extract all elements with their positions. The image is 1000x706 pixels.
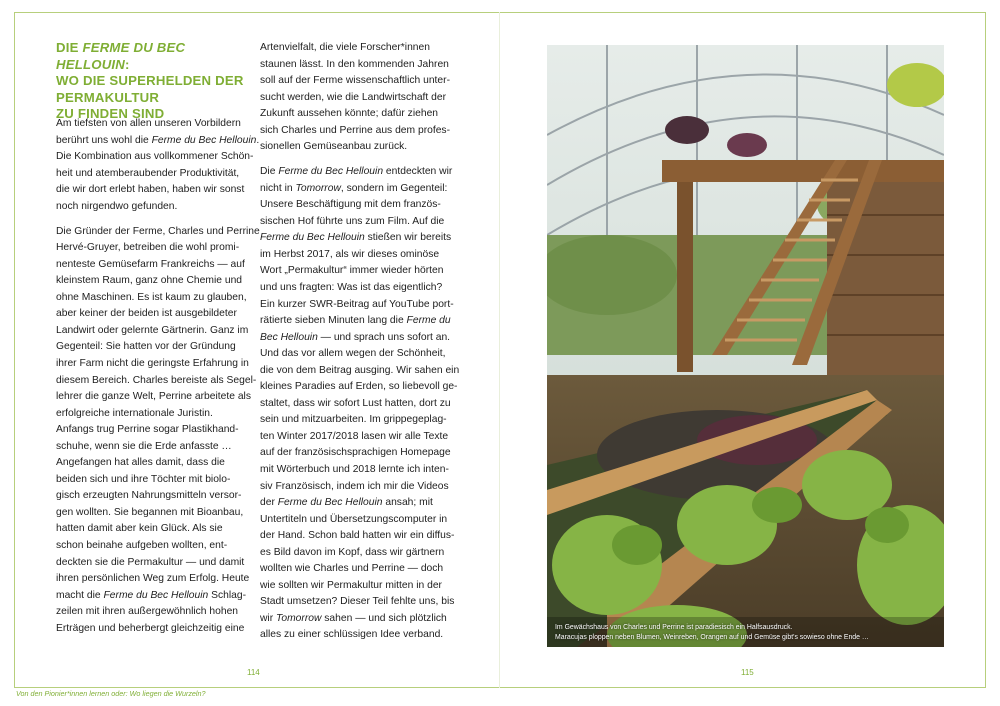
text-line: heit und atemberaubender Produktivität, bbox=[56, 167, 240, 179]
text-line: sischen Hof führte uns zum Film. Auf die bbox=[260, 215, 445, 227]
text-line: der Ferme du Bec Hellouin ansah; mit bbox=[260, 497, 433, 509]
text-line: macht die Ferme du Bec Hellouin Schlag- bbox=[56, 589, 247, 601]
text-line: ten Winter 2017/2018 lasen wir alle Texte bbox=[260, 430, 449, 442]
heading-line-2 bbox=[56, 73, 246, 90]
page-number-left: 114 bbox=[247, 668, 260, 677]
text-line: mit Wörterbuch und 2018 lernte ich inten- bbox=[260, 463, 449, 475]
text-line: ihrer Farm nicht die geringste Erfahrung in bbox=[56, 357, 249, 369]
text-line: nicht in Tomorrow, sondern im Gegenteil: bbox=[260, 182, 448, 194]
text-line: und uns fragten: Was ist das eigentlich? bbox=[260, 281, 443, 293]
text-line: auf der französischsprachigen Homepage bbox=[260, 447, 451, 459]
text-line: gen wollten. Sie begannen mit Bioanbau, bbox=[56, 506, 244, 518]
text-line: im Herbst 2017, als wir dieses ominöse bbox=[260, 248, 440, 260]
frame-top bbox=[14, 12, 986, 13]
heading-line-4: ZU FINDEN SIND bbox=[56, 106, 165, 121]
paragraph bbox=[56, 224, 260, 638]
heading-farm-name: FERME DU BEC HELLOUIN bbox=[56, 40, 186, 72]
text-line: der Hand. Schon bald hatten wir ein diffus- bbox=[260, 530, 455, 542]
text-line: noch nirgendwo gefunden. bbox=[56, 200, 178, 212]
text-line: Erträgen und beherbergt gleichzeitig eine bbox=[56, 622, 245, 634]
greenhouse-illustration bbox=[547, 45, 944, 647]
text-line: Gegenteil: Sie hatten vor der Gründung bbox=[56, 341, 236, 353]
text-line: Ein kurzer SWR-Beitrag auf YouTube port- bbox=[260, 298, 454, 310]
text-line: Unsere Beschäftigung mit dem französ- bbox=[260, 199, 441, 211]
text-line: Und das vor allem wegen der Schönheit, bbox=[260, 348, 446, 360]
text-line: rätierte sieben Minuten lang die Ferme du bbox=[260, 315, 451, 327]
text-line: diesem Bereich. Charles bereiste als Segel- bbox=[56, 374, 257, 386]
frame-right bbox=[985, 12, 986, 688]
text-line: berührt uns wohl die Ferme du Bec Hellouin. bbox=[56, 134, 260, 146]
text-line: sucht werden, wie die Landwirtschaft der bbox=[260, 91, 447, 103]
text-line: aber keiner der beiden ist ausgebildeter bbox=[56, 308, 237, 320]
text-line: ohne Maschinen. Es ist kaum zu glauben, bbox=[56, 291, 247, 303]
text-line: Angefangen hat alles damit, dass die bbox=[56, 457, 225, 469]
caption-line-1: Im Gewächshaus von Charles und Perrine ist paradiesisch ein Halfsausdruck. bbox=[555, 624, 793, 631]
text-line: Untertiteln und Übersetzungscomputer in bbox=[260, 513, 448, 525]
text-line: nenteste Gemüsefarm Frankreichs — auf bbox=[56, 258, 245, 270]
text-line: wie sollten wir Permakultur mitten in der bbox=[260, 579, 442, 591]
text-line: Die Gründer der Ferme, Charles und Perrine bbox=[56, 225, 260, 237]
text-line: ihren persönlichen Weg zum Erfolg. Heute bbox=[56, 573, 250, 585]
text-line: die wir dort erlebt haben, haben wir sonst bbox=[56, 184, 245, 196]
text-line: Anfangs trug Perrine sogar Plastikhand- bbox=[56, 424, 239, 436]
paragraph bbox=[260, 40, 456, 156]
text-line: Zukunft aussehen könnte; dafür ziehen bbox=[260, 108, 439, 120]
text-line: Stadt umsetzen? Dieser Teil fehlte uns, bis bbox=[260, 596, 455, 608]
text-line: staunen lässt. In den kommenden Jahren bbox=[260, 58, 449, 70]
chapter-heading bbox=[56, 40, 246, 123]
page-number-right: 115 bbox=[741, 668, 754, 677]
text-line: Wort „Permakultur“ immer wieder hörten bbox=[260, 265, 444, 277]
text-line: erfolgreiche internationale Juristin. bbox=[56, 407, 213, 419]
caption-line-2: Maracujas ploppen neben Blumen, Weinreben, Orangen auf und Gemüse gibt's sowieso ohne Ende … bbox=[555, 634, 869, 641]
heading-permakultur: PERMAKULTUR bbox=[56, 89, 160, 105]
text-line: siv Französisch, indem ich mir die Videos bbox=[260, 480, 449, 492]
text-line: schuhe, wenn sie die Erde anfasste … bbox=[56, 440, 232, 452]
text-line: wir Tomorrow sahen — und sich plötzlich bbox=[260, 612, 447, 624]
text-line: Ferme du Bec Hellouin stießen wir bereits bbox=[260, 232, 452, 244]
text-column-left bbox=[56, 116, 260, 646]
text-line: alles zu einer schlüssigen Idee verband. bbox=[260, 629, 444, 641]
book-spine bbox=[499, 12, 500, 688]
text-line: deckten sie die Permakultur — und damit bbox=[56, 556, 245, 568]
text-line: die von dem Beitrag ausging. Wir sahen ein bbox=[260, 364, 460, 376]
greenhouse-photo bbox=[547, 45, 944, 647]
heading-colon: : bbox=[125, 56, 130, 72]
text-line: hatten damit aber kein Glück. Als sie bbox=[56, 523, 223, 535]
text-line: Hervé-Gruyer, betreiben die wohl promi- bbox=[56, 242, 240, 254]
text-line: kleinstem Raum, ganz ohne Chemie und bbox=[56, 275, 243, 287]
text-line: wollten wie Charles und Perrine — doch bbox=[260, 563, 444, 575]
text-line: kleines Paradies auf Erden, so liebevoll ge- bbox=[260, 381, 458, 393]
text-column-middle bbox=[260, 40, 460, 652]
text-line: sionellen Gemüseanbau zurück. bbox=[260, 141, 408, 153]
heading-wo: WO bbox=[56, 73, 83, 88]
text-line: beiden sich und ihre Töchter mit biolo- bbox=[56, 473, 231, 485]
text-line: sein und mitzuarbeiten. Im grippegeplag- bbox=[260, 414, 447, 426]
photo-caption bbox=[555, 623, 940, 643]
text-line: lehrer die ganze Welt, Perrine arbeitete als bbox=[56, 391, 251, 403]
running-footer: Von den Pionier*innen lernen oder: Wo liegen die Wurzeln? bbox=[16, 689, 206, 698]
heading-line-1 bbox=[56, 40, 246, 73]
text-line: Die Ferme du Bec Hellouin entdeckten wir bbox=[260, 166, 453, 178]
text-line: Bec Hellouin — und sprach uns sofort an. bbox=[260, 331, 451, 343]
text-line: zeilen mit ihren außergewöhnlich hohen bbox=[56, 606, 239, 618]
frame-bottom bbox=[14, 687, 986, 688]
text-line: Artenvielfalt, die viele Forscher*innen bbox=[260, 42, 430, 53]
paragraph bbox=[260, 164, 460, 644]
text-line: Landwirt oder gelernte Gärtnerin. Ganz im bbox=[56, 324, 249, 336]
frame-left bbox=[14, 12, 15, 688]
text-line: schon beinahe aufgeben wollten, ent- bbox=[56, 539, 228, 551]
text-line: sich Charles und Perrine aus dem profes- bbox=[260, 124, 451, 136]
text-line: Am tiefsten von allen unseren Vorbildern bbox=[56, 118, 241, 129]
paragraph bbox=[56, 116, 260, 215]
text-line: es Bild davon im Kopf, dass wir gärtnern bbox=[260, 546, 445, 558]
text-line: Die Kombination aus vollkommener Schön- bbox=[56, 151, 254, 163]
text-line: soll auf der Ferme wissenschaftlich unter- bbox=[260, 75, 450, 87]
heading-superhelden: DIE SUPERHELDEN DER bbox=[82, 73, 244, 88]
text-line: staltet, dass wir sofort Lust hatten, dort zu bbox=[260, 397, 451, 409]
text-line: gisch erzeugten Nahrungsmitteln versor- bbox=[56, 490, 242, 502]
heading-prefix: DIE bbox=[56, 40, 83, 55]
